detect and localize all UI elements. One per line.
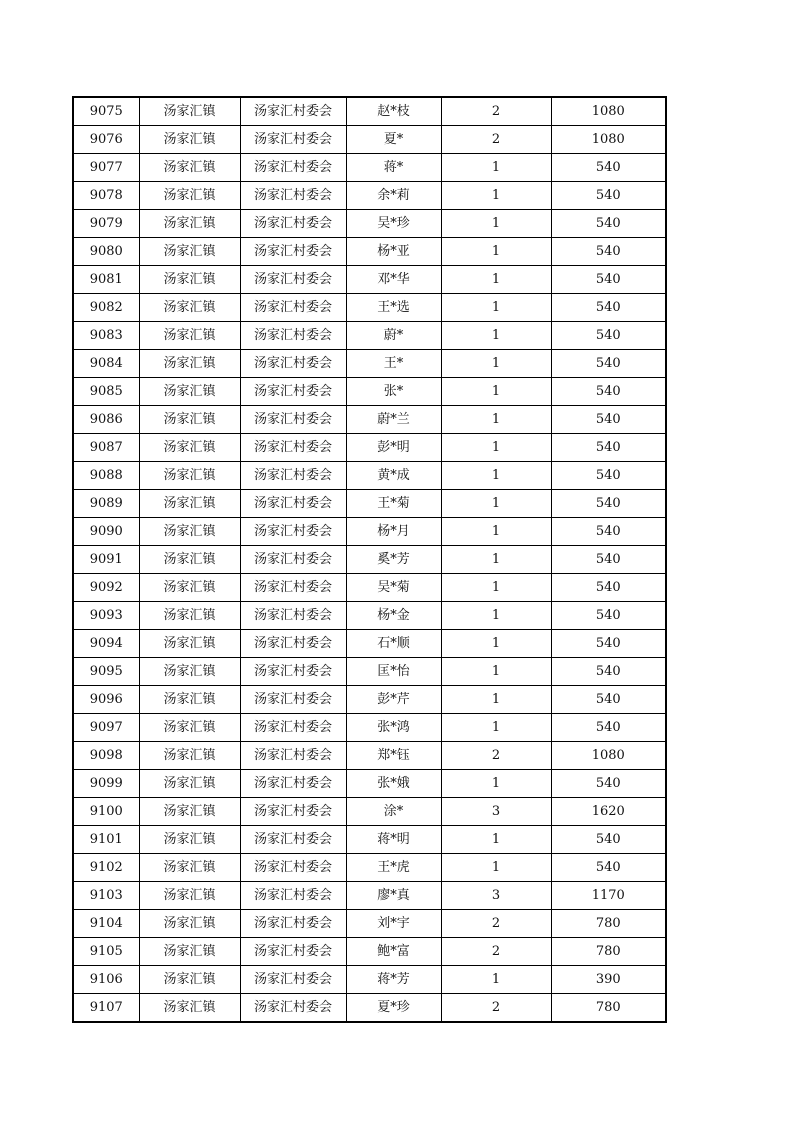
cell-amount: 780 (551, 938, 666, 966)
cell-village: 汤家汇村委会 (240, 294, 346, 322)
cell-id: 9077 (73, 154, 139, 182)
cell-amount: 1170 (551, 882, 666, 910)
table-body (73, 97, 666, 1022)
table-row (73, 462, 666, 490)
table-row (73, 742, 666, 770)
cell-village: 汤家汇村委会 (240, 938, 346, 966)
cell-name: 鲍*富 (346, 938, 441, 966)
cell-id: 9099 (73, 770, 139, 798)
cell-id: 9085 (73, 378, 139, 406)
cell-village: 汤家汇村委会 (240, 210, 346, 238)
cell-town: 汤家汇镇 (139, 854, 240, 882)
cell-town: 汤家汇镇 (139, 518, 240, 546)
table-row (73, 294, 666, 322)
cell-count: 1 (441, 658, 551, 686)
cell-id: 9107 (73, 994, 139, 1023)
cell-count: 2 (441, 994, 551, 1023)
table-row (73, 322, 666, 350)
cell-id: 9103 (73, 882, 139, 910)
cell-count: 1 (441, 406, 551, 434)
cell-id: 9106 (73, 966, 139, 994)
cell-count: 1 (441, 210, 551, 238)
cell-amount: 540 (551, 154, 666, 182)
cell-name: 夏*珍 (346, 994, 441, 1023)
cell-count: 1 (441, 294, 551, 322)
cell-name: 吴*菊 (346, 574, 441, 602)
table-row (73, 210, 666, 238)
table-row (73, 154, 666, 182)
cell-id: 9098 (73, 742, 139, 770)
cell-village: 汤家汇村委会 (240, 630, 346, 658)
cell-count: 2 (441, 938, 551, 966)
cell-name: 王*菊 (346, 490, 441, 518)
cell-village: 汤家汇村委会 (240, 546, 346, 574)
cell-count: 1 (441, 238, 551, 266)
cell-name: 郑*钰 (346, 742, 441, 770)
cell-count: 3 (441, 882, 551, 910)
data-table (72, 96, 667, 1023)
cell-name: 张*鸿 (346, 714, 441, 742)
cell-village: 汤家汇村委会 (240, 238, 346, 266)
cell-village: 汤家汇村委会 (240, 97, 346, 126)
cell-amount: 540 (551, 238, 666, 266)
cell-id: 9101 (73, 826, 139, 854)
cell-name: 匡*怡 (346, 658, 441, 686)
cell-count: 3 (441, 798, 551, 826)
cell-amount: 540 (551, 854, 666, 882)
cell-town: 汤家汇镇 (139, 742, 240, 770)
cell-amount: 390 (551, 966, 666, 994)
cell-id: 9076 (73, 126, 139, 154)
cell-name: 王*虎 (346, 854, 441, 882)
cell-village: 汤家汇村委会 (240, 882, 346, 910)
cell-village: 汤家汇村委会 (240, 574, 346, 602)
cell-amount: 1620 (551, 798, 666, 826)
cell-amount: 540 (551, 378, 666, 406)
cell-village: 汤家汇村委会 (240, 602, 346, 630)
cell-id: 9092 (73, 574, 139, 602)
table-row (73, 938, 666, 966)
cell-town: 汤家汇镇 (139, 154, 240, 182)
cell-town: 汤家汇镇 (139, 826, 240, 854)
cell-count: 1 (441, 546, 551, 574)
cell-village: 汤家汇村委会 (240, 266, 346, 294)
table-row (73, 658, 666, 686)
cell-town: 汤家汇镇 (139, 322, 240, 350)
cell-name: 赵*枝 (346, 97, 441, 126)
cell-id: 9102 (73, 854, 139, 882)
cell-id: 9080 (73, 238, 139, 266)
cell-amount: 540 (551, 434, 666, 462)
cell-village: 汤家汇村委会 (240, 322, 346, 350)
cell-id: 9091 (73, 546, 139, 574)
cell-amount: 540 (551, 630, 666, 658)
cell-name: 蒋*明 (346, 826, 441, 854)
cell-count: 1 (441, 350, 551, 378)
cell-count: 1 (441, 266, 551, 294)
cell-name: 蒋*芳 (346, 966, 441, 994)
cell-count: 1 (441, 574, 551, 602)
cell-count: 2 (441, 910, 551, 938)
cell-village: 汤家汇村委会 (240, 490, 346, 518)
table-row (73, 406, 666, 434)
cell-count: 1 (441, 630, 551, 658)
cell-town: 汤家汇镇 (139, 182, 240, 210)
cell-id: 9083 (73, 322, 139, 350)
cell-count: 1 (441, 154, 551, 182)
cell-amount: 1080 (551, 742, 666, 770)
cell-village: 汤家汇村委会 (240, 686, 346, 714)
cell-count: 1 (441, 854, 551, 882)
cell-village: 汤家汇村委会 (240, 406, 346, 434)
cell-count: 1 (441, 686, 551, 714)
cell-village: 汤家汇村委会 (240, 126, 346, 154)
cell-town: 汤家汇镇 (139, 97, 240, 126)
cell-town: 汤家汇镇 (139, 378, 240, 406)
cell-name: 杨*月 (346, 518, 441, 546)
cell-name: 杨*金 (346, 602, 441, 630)
cell-name: 刘*宇 (346, 910, 441, 938)
cell-town: 汤家汇镇 (139, 798, 240, 826)
cell-town: 汤家汇镇 (139, 406, 240, 434)
table-row (73, 546, 666, 574)
table-row (73, 434, 666, 462)
cell-name: 吴*珍 (346, 210, 441, 238)
cell-town: 汤家汇镇 (139, 658, 240, 686)
table-row (73, 350, 666, 378)
cell-name: 涂* (346, 798, 441, 826)
cell-amount: 540 (551, 714, 666, 742)
cell-town: 汤家汇镇 (139, 770, 240, 798)
table-row (73, 714, 666, 742)
cell-town: 汤家汇镇 (139, 238, 240, 266)
cell-id: 9082 (73, 294, 139, 322)
cell-village: 汤家汇村委会 (240, 378, 346, 406)
cell-count: 1 (441, 182, 551, 210)
cell-amount: 540 (551, 826, 666, 854)
cell-amount: 540 (551, 490, 666, 518)
cell-town: 汤家汇镇 (139, 574, 240, 602)
cell-name: 张*娥 (346, 770, 441, 798)
cell-village: 汤家汇村委会 (240, 966, 346, 994)
cell-name: 邓*华 (346, 266, 441, 294)
cell-amount: 540 (551, 686, 666, 714)
cell-count: 1 (441, 966, 551, 994)
cell-amount: 540 (551, 574, 666, 602)
table-row (73, 966, 666, 994)
table-row (73, 854, 666, 882)
cell-town: 汤家汇镇 (139, 434, 240, 462)
cell-id: 9095 (73, 658, 139, 686)
cell-name: 彭*明 (346, 434, 441, 462)
cell-id: 9096 (73, 686, 139, 714)
cell-town: 汤家汇镇 (139, 966, 240, 994)
cell-amount: 540 (551, 406, 666, 434)
cell-name: 彭*芹 (346, 686, 441, 714)
cell-count: 1 (441, 826, 551, 854)
cell-village: 汤家汇村委会 (240, 518, 346, 546)
table-row (73, 126, 666, 154)
cell-count: 2 (441, 126, 551, 154)
cell-id: 9078 (73, 182, 139, 210)
cell-town: 汤家汇镇 (139, 546, 240, 574)
cell-town: 汤家汇镇 (139, 882, 240, 910)
cell-village: 汤家汇村委会 (240, 742, 346, 770)
cell-count: 1 (441, 434, 551, 462)
cell-town: 汤家汇镇 (139, 630, 240, 658)
cell-amount: 540 (551, 294, 666, 322)
cell-id: 9105 (73, 938, 139, 966)
cell-village: 汤家汇村委会 (240, 910, 346, 938)
cell-town: 汤家汇镇 (139, 350, 240, 378)
cell-count: 1 (441, 714, 551, 742)
cell-id: 9087 (73, 434, 139, 462)
cell-name: 奚*芳 (346, 546, 441, 574)
table-row (73, 97, 666, 126)
cell-amount: 540 (551, 210, 666, 238)
cell-count: 1 (441, 518, 551, 546)
cell-amount: 540 (551, 770, 666, 798)
cell-count: 1 (441, 602, 551, 630)
table-row (73, 686, 666, 714)
cell-count: 1 (441, 490, 551, 518)
cell-id: 9093 (73, 602, 139, 630)
cell-name: 黄*成 (346, 462, 441, 490)
cell-amount: 1080 (551, 97, 666, 126)
table-row (73, 490, 666, 518)
cell-id: 9104 (73, 910, 139, 938)
table-row (73, 378, 666, 406)
cell-count: 2 (441, 97, 551, 126)
table-row (73, 238, 666, 266)
cell-id: 9075 (73, 97, 139, 126)
cell-town: 汤家汇镇 (139, 910, 240, 938)
cell-village: 汤家汇村委会 (240, 994, 346, 1023)
cell-town: 汤家汇镇 (139, 266, 240, 294)
table-row (73, 770, 666, 798)
cell-name: 廖*真 (346, 882, 441, 910)
cell-amount: 780 (551, 910, 666, 938)
cell-name: 石*顺 (346, 630, 441, 658)
cell-amount: 780 (551, 994, 666, 1023)
cell-town: 汤家汇镇 (139, 126, 240, 154)
cell-village: 汤家汇村委会 (240, 462, 346, 490)
table-row (73, 266, 666, 294)
cell-town: 汤家汇镇 (139, 938, 240, 966)
table-row (73, 574, 666, 602)
cell-amount: 540 (551, 658, 666, 686)
cell-town: 汤家汇镇 (139, 294, 240, 322)
cell-amount: 540 (551, 602, 666, 630)
cell-name: 夏* (346, 126, 441, 154)
cell-village: 汤家汇村委会 (240, 658, 346, 686)
table-row (73, 994, 666, 1023)
cell-count: 1 (441, 770, 551, 798)
cell-town: 汤家汇镇 (139, 210, 240, 238)
cell-name: 王*选 (346, 294, 441, 322)
table-row (73, 826, 666, 854)
cell-count: 1 (441, 322, 551, 350)
cell-amount: 540 (551, 266, 666, 294)
cell-name: 张* (346, 378, 441, 406)
table-row (73, 518, 666, 546)
cell-name: 蔚*兰 (346, 406, 441, 434)
cell-village: 汤家汇村委会 (240, 798, 346, 826)
cell-village: 汤家汇村委会 (240, 854, 346, 882)
cell-town: 汤家汇镇 (139, 462, 240, 490)
cell-count: 2 (441, 742, 551, 770)
cell-id: 9086 (73, 406, 139, 434)
cell-id: 9079 (73, 210, 139, 238)
cell-id: 9100 (73, 798, 139, 826)
cell-name: 余*莉 (346, 182, 441, 210)
table-row (73, 882, 666, 910)
cell-amount: 540 (551, 350, 666, 378)
cell-town: 汤家汇镇 (139, 490, 240, 518)
cell-amount: 540 (551, 518, 666, 546)
table-row (73, 910, 666, 938)
cell-town: 汤家汇镇 (139, 994, 240, 1023)
cell-amount: 1080 (551, 126, 666, 154)
cell-village: 汤家汇村委会 (240, 826, 346, 854)
cell-id: 9097 (73, 714, 139, 742)
cell-town: 汤家汇镇 (139, 686, 240, 714)
cell-town: 汤家汇镇 (139, 602, 240, 630)
cell-id: 9081 (73, 266, 139, 294)
cell-village: 汤家汇村委会 (240, 154, 346, 182)
table-row (73, 602, 666, 630)
cell-village: 汤家汇村委会 (240, 770, 346, 798)
cell-count: 1 (441, 378, 551, 406)
cell-village: 汤家汇村委会 (240, 182, 346, 210)
cell-village: 汤家汇村委会 (240, 434, 346, 462)
table-row (73, 630, 666, 658)
cell-amount: 540 (551, 182, 666, 210)
cell-amount: 540 (551, 322, 666, 350)
cell-town: 汤家汇镇 (139, 714, 240, 742)
cell-name: 王* (346, 350, 441, 378)
cell-village: 汤家汇村委会 (240, 714, 346, 742)
cell-name: 蒋* (346, 154, 441, 182)
cell-amount: 540 (551, 462, 666, 490)
cell-id: 9094 (73, 630, 139, 658)
cell-id: 9089 (73, 490, 139, 518)
cell-id: 9084 (73, 350, 139, 378)
cell-id: 9090 (73, 518, 139, 546)
table-row (73, 182, 666, 210)
cell-amount: 540 (551, 546, 666, 574)
cell-name: 杨*亚 (346, 238, 441, 266)
cell-count: 1 (441, 462, 551, 490)
cell-id: 9088 (73, 462, 139, 490)
table-row (73, 798, 666, 826)
cell-village: 汤家汇村委会 (240, 350, 346, 378)
cell-name: 蔚* (346, 322, 441, 350)
